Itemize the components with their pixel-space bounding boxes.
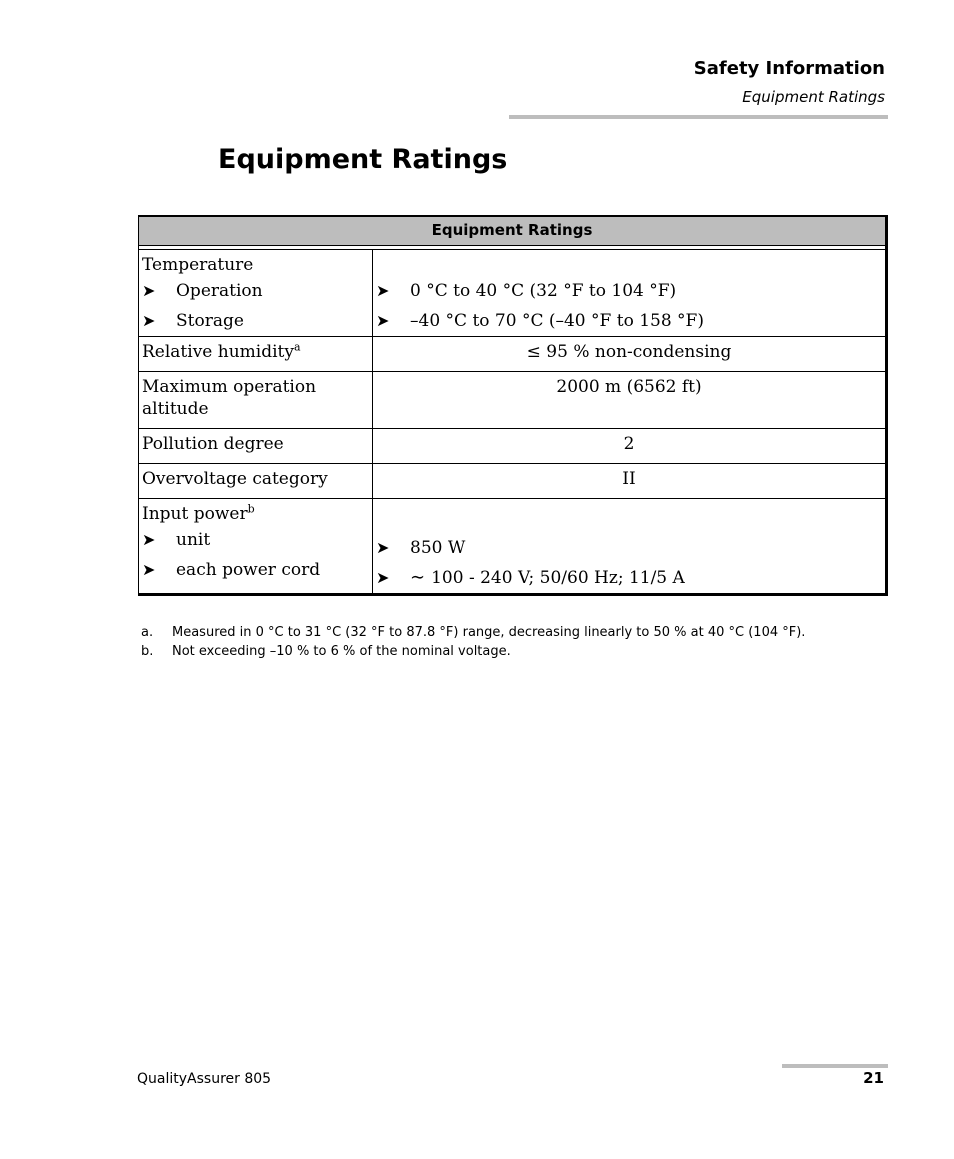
- operation-line: [142, 276, 369, 306]
- operation-label: Operation: [176, 281, 263, 301]
- footnote-b-text: Not exceeding –10 % to 6 % of the nominal voltage.: [172, 644, 511, 659]
- page-number: 21: [863, 1069, 884, 1087]
- footnote-a-label: a.: [141, 625, 154, 640]
- unit-line: [142, 525, 369, 555]
- arrow-bullet-icon: ➤: [376, 568, 390, 587]
- arrow-bullet-icon: ➤: [376, 538, 390, 557]
- cord-label: each power cord: [176, 560, 321, 580]
- page-title: Equipment Ratings: [218, 144, 508, 175]
- cord-line: [142, 555, 369, 585]
- cord-value-line: [376, 563, 882, 593]
- running-header-section: Safety Information: [693, 58, 885, 79]
- arrow-bullet-icon: ➤: [376, 281, 390, 300]
- footnote-a: [141, 625, 805, 640]
- temperature-label: Temperature: [142, 255, 254, 275]
- footer-product: QualityAssurer 805: [137, 1071, 272, 1087]
- footnote-b-label: b.: [141, 644, 154, 659]
- table-row-pollution: [139, 429, 887, 464]
- pollution-label: Pollution degree: [139, 429, 373, 464]
- humidity-label: Relative humidity: [142, 342, 294, 362]
- operation-value-line: [376, 276, 882, 306]
- unit-label: unit: [176, 530, 211, 550]
- overvoltage-label: Overvoltage category: [139, 464, 373, 499]
- table-row-altitude: [139, 372, 887, 429]
- table-row-humidity: [139, 337, 887, 372]
- running-header-subsection: Equipment Ratings: [742, 88, 885, 106]
- arrow-bullet-icon: ➤: [142, 560, 156, 579]
- footnote-ref-b: b: [247, 502, 255, 516]
- input-power-label: Input power: [142, 504, 248, 524]
- overvoltage-value: II: [373, 464, 887, 499]
- ac-symbol-icon: ∼: [410, 567, 426, 588]
- unit-value: 850 W: [410, 538, 466, 558]
- arrow-bullet-icon: ➤: [142, 281, 156, 300]
- table-caption: Equipment Ratings: [139, 216, 887, 246]
- footnote-a-text: Measured in 0 °C to 31 °C (32 °F to 87.8 °F) range, decreasing linearly to 50 % at 40 °C (104 °F).: [172, 625, 806, 640]
- table-row-input-power: [139, 499, 887, 595]
- storage-value: –40 °C to 70 °C (–40 °F to 158 °F): [410, 311, 704, 331]
- equipment-ratings-table: [138, 215, 888, 596]
- altitude-label: Maximum operation altitude: [139, 372, 373, 429]
- storage-line: [142, 306, 369, 336]
- input-power-value-cell: [373, 499, 887, 595]
- pollution-value: 2: [373, 429, 887, 464]
- arrow-bullet-icon: ➤: [142, 311, 156, 330]
- footnote-b: [141, 644, 511, 659]
- arrow-bullet-icon: ➤: [376, 311, 390, 330]
- header-rule: [509, 115, 888, 119]
- cord-value: 100 - 240 V; 50/60 Hz; 11/5 A: [431, 568, 685, 588]
- table-row-overvoltage: [139, 464, 887, 499]
- temperature-value-cell: [373, 250, 887, 337]
- humidity-value: ≤ 95 % non-condensing: [373, 337, 887, 372]
- footnote-ref-a: a: [293, 340, 301, 354]
- arrow-bullet-icon: ➤: [142, 530, 156, 549]
- input-power-label-cell: [139, 499, 373, 595]
- table-row-temperature: [139, 250, 887, 337]
- footer-rule: [782, 1064, 888, 1068]
- storage-value-line: [376, 306, 882, 336]
- altitude-value: 2000 m (6562 ft): [373, 372, 887, 429]
- temperature-label-cell: [139, 250, 373, 337]
- storage-label: Storage: [176, 311, 244, 331]
- operation-value: 0 °C to 40 °C (32 °F to 104 °F): [410, 281, 677, 301]
- humidity-label-cell: [139, 337, 373, 372]
- unit-value-line: [376, 533, 882, 563]
